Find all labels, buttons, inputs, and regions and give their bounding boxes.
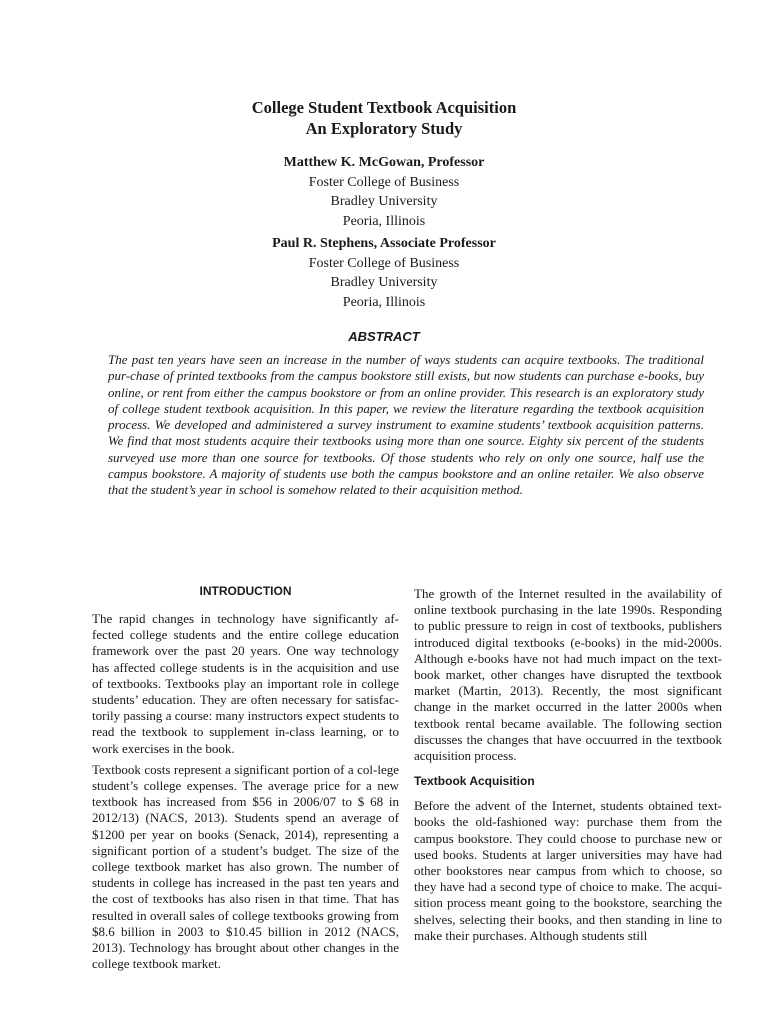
abstract-heading: ABSTRACT (348, 329, 420, 344)
left-column (92, 583, 399, 972)
authors-block (0, 153, 768, 312)
author-2-university: Bradley University (330, 275, 438, 290)
paper-title-line-2: An Exploratory Study (305, 119, 463, 138)
author-1-name: Matthew K. McGowan, Professor (283, 155, 485, 170)
author-2-location: Peoria, Illinois (342, 294, 426, 310)
intro-paragraph-2: Textbook costs represent a significant portion of a col-lege student’s college expenses. The average price for a new textbook has increased from $56 in 2006/07 to $ 68 in 2012/13) (NACS, 2013). Students spend an average of $1200 per year on books (Senack, 2014), representing a significant portion of a student’s budget. The size of the college textbook market has also grown. The number of students in college has increased in the past ten years and the cost of textbooks has also risen in that time. That has resulted in overall sales of college textbooks growing from $8.6 billion in 2003 to $10.45 billion in 2012 (NACS, 2013). Technology has brought about other changes in the college textbook market. (92, 761, 399, 972)
author-1-university: Bradley University (330, 194, 438, 209)
right-paragraph-1: The growth of the Internet resulted in the availability of online textbook purchasing in the late 1990s. Responding to public pressure to reign in cost of textbooks, publishers introduced digital textbooks (e-books) in the mid-2000s. Although e-books have not had much impact on the text-book market, other changes have disrupted the textbook market (Martin, 2013). Recently, the most significant change in the market occurred in the latter 2000s when textbook rental became available. The following section discusses the changes that have occuurred in the textbook acquisition process. (414, 586, 722, 764)
paper-title-line-1: College Student Textbook Acquisition (251, 98, 517, 117)
author-1-location: Peoria, Illinois (342, 213, 426, 229)
right-column (414, 586, 722, 944)
author-1-college: Foster College of Business (308, 174, 460, 190)
intro-paragraph-1: The rapid changes in technology have significantly af-fected college students and the entire college education framework over the past 20 years. One way technology has affected college students is in the acquisition and use of textbooks. Textbooks play an important role in college students’ education. They are often necessary for satisfac-torily passing a course: many instructors expect students to read the textbook to supplement in-class learning, or to work exercises in the book. (92, 611, 399, 756)
right-paragraph-2: Before the advent of the Internet, students obtained text-books the old-fashioned way: purchase them from the campus bookstore. They could choose to purchase new or used books. Students at larger universities may have had other bookstores near campus from which to choose, so they have had a second type of choice to make. The acqui-sition process meant going to the bookstore, searching the shelves, selecting their books, and then standing in line to make their purchases. Although students still (414, 798, 722, 943)
author-2-name: Paul R. Stephens, Associate Professor (272, 236, 496, 251)
introduction-heading: INTRODUCTION (199, 584, 292, 598)
textbook-acquisition-heading: Textbook Acquisition (414, 774, 535, 789)
author-2-college: Foster College of Business (308, 255, 460, 271)
title-block (0, 97, 768, 312)
abstract-text: The past ten years have seen an increase in the number of ways students can acquire textbooks. The traditional pur-chase of printed textbooks from the campus bookstore still exists, but now students can purchase e-books, buy online, or rent from either the campus bookstore or from an online provider. This research is an exploratory study of college student textbook acquisition. In this paper, we review the literature regarding the textbook acquisition process. We developed and administered a survey instrument to examine students’ textbook acquisition patterns. We find that most students acquire their textbooks using more than one source. Eighty six percent of the students surveyed use more than one source for textbooks. Of those students who rely on only one source, half use the campus bookstore. A majority of students use both the campus bookstore and an online retailer. We also observe that the student’s year in school is somehow related to their acquisition method. (108, 352, 704, 498)
